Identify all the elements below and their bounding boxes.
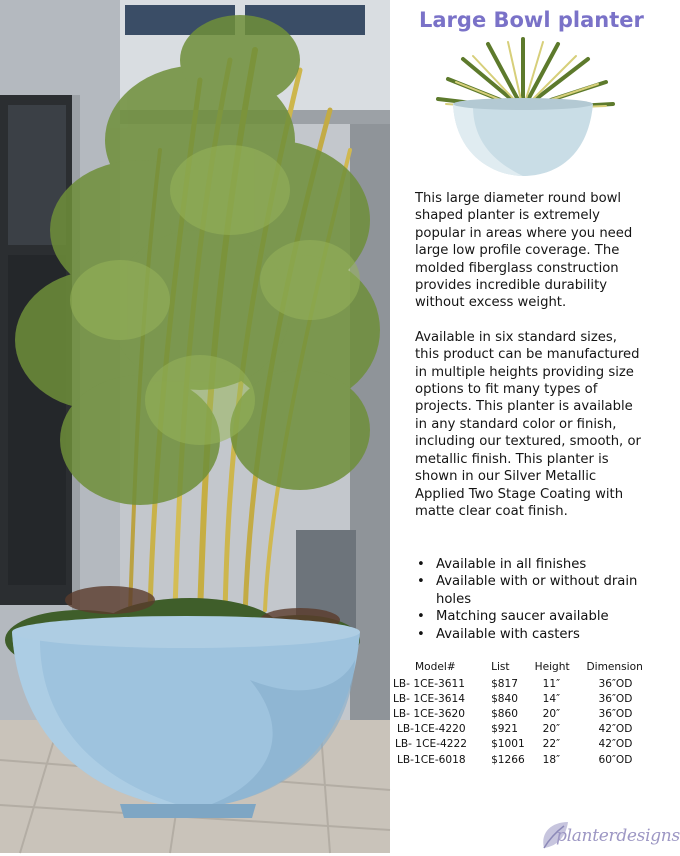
list-item: • Matching saucer available (415, 608, 650, 625)
table-header-row (393, 660, 657, 676)
description-paragraph: This large diameter round bowl shaped planter is extremely popular in areas where you need large low profile coverage. The molded fiberglass construction provides incredible durability without excess weight. (415, 191, 633, 311)
table-row (393, 691, 657, 706)
dimension-cell: 60″OD (598, 753, 633, 766)
price-cell: $840 (491, 692, 519, 705)
feature-list (415, 556, 650, 643)
height-cell: 20″ (542, 723, 561, 736)
model-cell: LB-1CE-6018 (397, 753, 466, 766)
height-cell: 18″ (542, 753, 561, 766)
dimension-cell: 36″OD (598, 692, 633, 705)
dimension-cell: 42″OD (598, 738, 633, 751)
price-cell: $921 (491, 723, 519, 736)
model-cell: LB- 1CE-3620 (393, 707, 465, 720)
dimension-cell: 42″OD (598, 723, 633, 736)
price-cell: $817 (491, 677, 519, 690)
height-cell: 20″ (542, 707, 561, 720)
model-cell: LB-1CE-4220 (397, 723, 466, 736)
product-description (415, 190, 645, 537)
model-cell: LB- 1CE-3611 (393, 677, 465, 690)
column-header: Dimension (586, 661, 643, 673)
brand-logo-text: planterdesigns (556, 826, 680, 846)
list-item: • Available with casters (415, 626, 650, 643)
list-item: • Available in all finishes (415, 556, 650, 573)
price-cell: $1001 (491, 738, 525, 751)
price-cell: $1266 (491, 753, 525, 766)
column-header: Height (534, 661, 570, 673)
dimension-cell: 36″OD (598, 677, 633, 690)
product-thumbnail (428, 34, 618, 184)
price-cell: $860 (491, 707, 519, 720)
table-row (393, 737, 657, 752)
list-item: • Available with or without drain holes (415, 573, 650, 608)
dimension-cell: 36″OD (598, 707, 633, 720)
height-cell: 14″ (542, 692, 561, 705)
height-cell: 22″ (542, 738, 561, 751)
table-row (393, 706, 657, 721)
model-cell: LB- 1CE-3614 (393, 692, 465, 705)
spec-table (393, 660, 657, 767)
table-row (393, 676, 657, 691)
table-row (393, 752, 657, 767)
column-header: Model# (415, 661, 456, 673)
column-header: List (491, 661, 510, 673)
model-cell: LB- 1CE-4222 (395, 738, 467, 751)
table-row (393, 722, 657, 737)
height-cell: 11″ (542, 677, 561, 690)
page-title: Large Bowl planter (419, 8, 644, 32)
description-paragraph: Available in six standard sizes, this product can be manufactured in multiple heights providing size options to fit many types of projects. This planter is available in any standard color or finish, including our textured, smooth, or metallic finish. This planter is shown in our Silver Metallic Applied Two Stage Coating with matte clear coat finish. (415, 329, 641, 519)
